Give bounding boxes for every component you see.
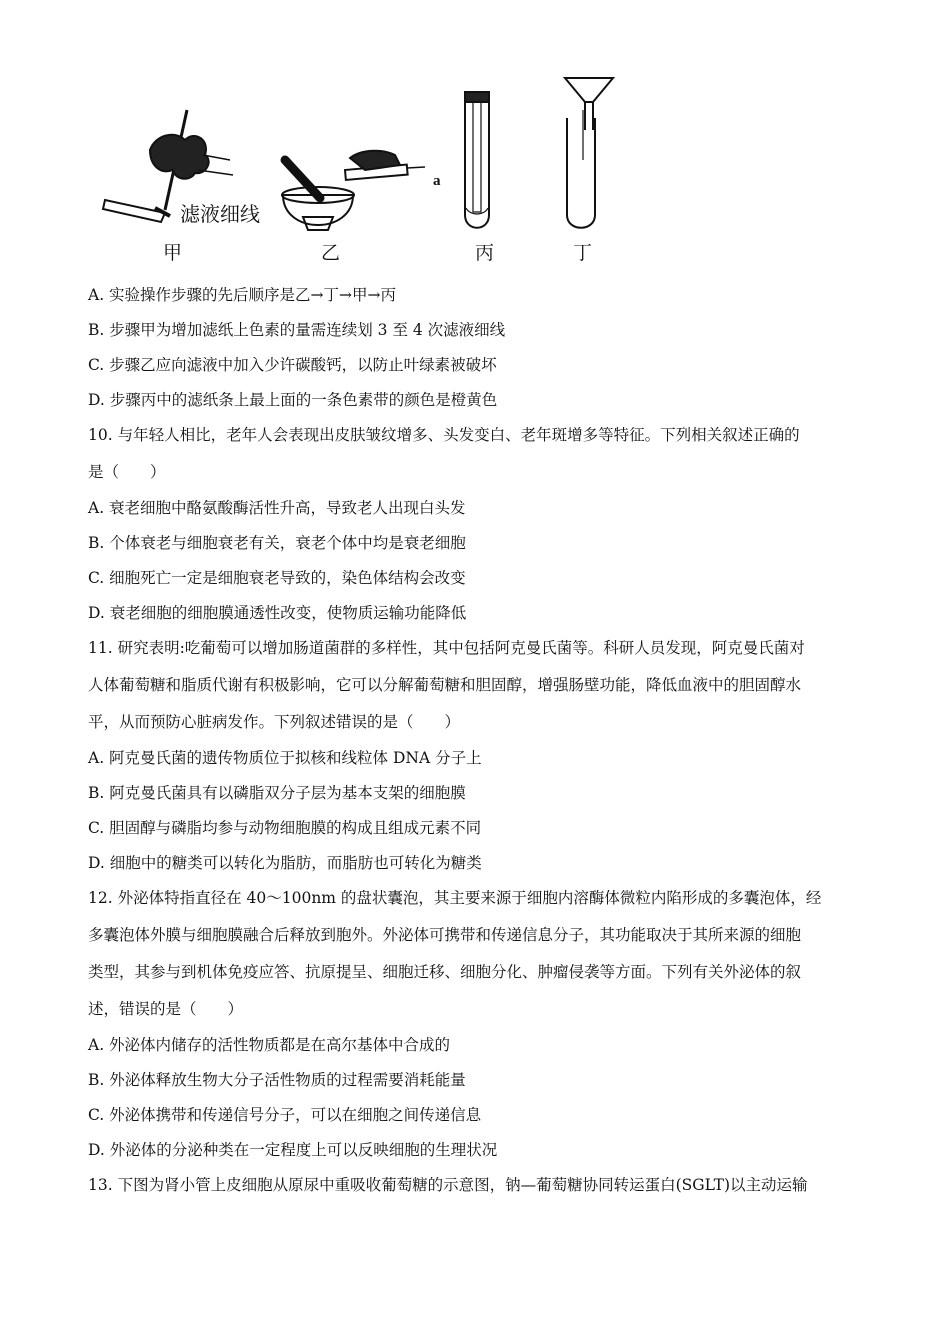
q11-option-a: A. 阿克曼氏菌的遗传物质位于拟核和线粒体 DNA 分子上 — [88, 749, 482, 767]
q10-option-d: D. 衰老细胞的细胞膜通透性改变，使物质运输功能降低 — [88, 604, 467, 622]
q10-option-c: C. 细胞死亡一定是细胞衰老导致的，染色体结构会改变 — [88, 569, 466, 587]
q12-stem-line-2: 多囊泡体外膜与细胞膜融合后释放到胞外。外泌体可携带和传递信息分子，其功能取决于其所来源的细胞 — [88, 926, 802, 944]
q11-option-b: B. 阿克曼氏菌具有以磷脂双分子层为基本支架的细胞膜 — [88, 784, 466, 802]
q11-stem-line-3: 平，从而预防心脏病发作。下列叙述错误的是（ ） — [88, 713, 461, 731]
q12-stem-line-4: 述，错误的是（ ） — [88, 1000, 244, 1018]
step-label-jia: 甲 — [163, 242, 183, 264]
q9-option-b: B. 步骤甲为增加滤纸上色素的量需连续划 3 至 4 次滤液细线 — [88, 321, 506, 339]
q10-stem-line-2: 是（ ） — [88, 463, 166, 481]
q10-option-a: A. 衰老细胞中酪氨酸酶活性升高，导致老人出现白头发 — [88, 499, 466, 517]
q11-option-c: C. 胆固醇与磷脂均参与动物细胞膜的构成且组成元素不同 — [88, 819, 482, 837]
q11-stem-line-2: 人体葡萄糖和脂质代谢有积极影响，它可以分解葡萄糖和胆固醇，增强肠壁功能，降低血液中的胆固醇水 — [88, 676, 802, 694]
q10-option-b: B. 个体衰老与细胞衰老有关，衰老个体中均是衰老细胞 — [88, 534, 466, 552]
step-yi-drawing — [282, 151, 425, 230]
filter-line-label: 滤液细线 — [180, 202, 260, 226]
q12-stem-line-1: 12. 外泌体特指直径在 40～100nm 的盘状囊泡，其主要来源于细胞内溶酶体微粒内陷形成的多囊泡体，经 — [88, 889, 822, 907]
q12-stem-line-3: 类型，其参与到机体免疫应答、抗原提呈、细胞迁移、细胞分化、肿瘤侵袭等方面。下列有关外泌体的叙 — [88, 963, 802, 981]
q11-option-d: D. 细胞中的糖类可以转化为脂肪，而脂肪也可转化为糖类 — [88, 854, 482, 872]
step-bing-drawing — [465, 92, 489, 228]
q9-option-c: C. 步骤乙应向滤液中加入少许碳酸钙，以防止叶绿素被破坏 — [88, 356, 497, 374]
tube-a-label: a — [433, 173, 441, 189]
step-label-ding: 丁 — [573, 242, 593, 264]
q12-option-c: C. 外泌体携带和传递信号分子，可以在细胞之间传递信息 — [88, 1106, 482, 1124]
q9-option-d: D. 步骤丙中的滤纸条上最上面的一条色素带的颜色是橙黄色 — [88, 391, 498, 409]
q13-stem-line-1: 13. 下图为肾小管上皮细胞从原尿中重吸收葡萄糖的示意图，钠—葡萄糖协同转运蛋白(SGLT)以主动运输 — [88, 1176, 808, 1194]
q11-stem-line-1: 11. 研究表明:吃葡萄可以增加肠道菌群的多样性，其中包括阿克曼氏菌等。科研人员发现，阿克曼氏菌对 — [88, 639, 805, 657]
experiment-figure — [95, 70, 655, 270]
step-label-bing: 丙 — [475, 242, 495, 264]
q9-option-a: A. 实验操作步骤的先后顺序是乙→丁→甲→丙 — [88, 286, 397, 304]
q12-option-b: B. 外泌体释放生物大分子活性物质的过程需要消耗能量 — [88, 1071, 466, 1089]
q10-stem-line-1: 10. 与年轻人相比，老年人会表现出皮肤皱纹增多、头发变白、老年斑增多等特征。下列相关叙述正确的 — [88, 426, 800, 444]
q12-option-a: A. 外泌体内储存的活性物质都是在高尔基体中合成的 — [88, 1036, 451, 1054]
step-ding-drawing — [565, 78, 613, 228]
step-label-yi: 乙 — [321, 242, 341, 264]
q12-option-d: D. 外泌体的分泌种类在一定程度上可以反映细胞的生理状况 — [88, 1141, 498, 1159]
